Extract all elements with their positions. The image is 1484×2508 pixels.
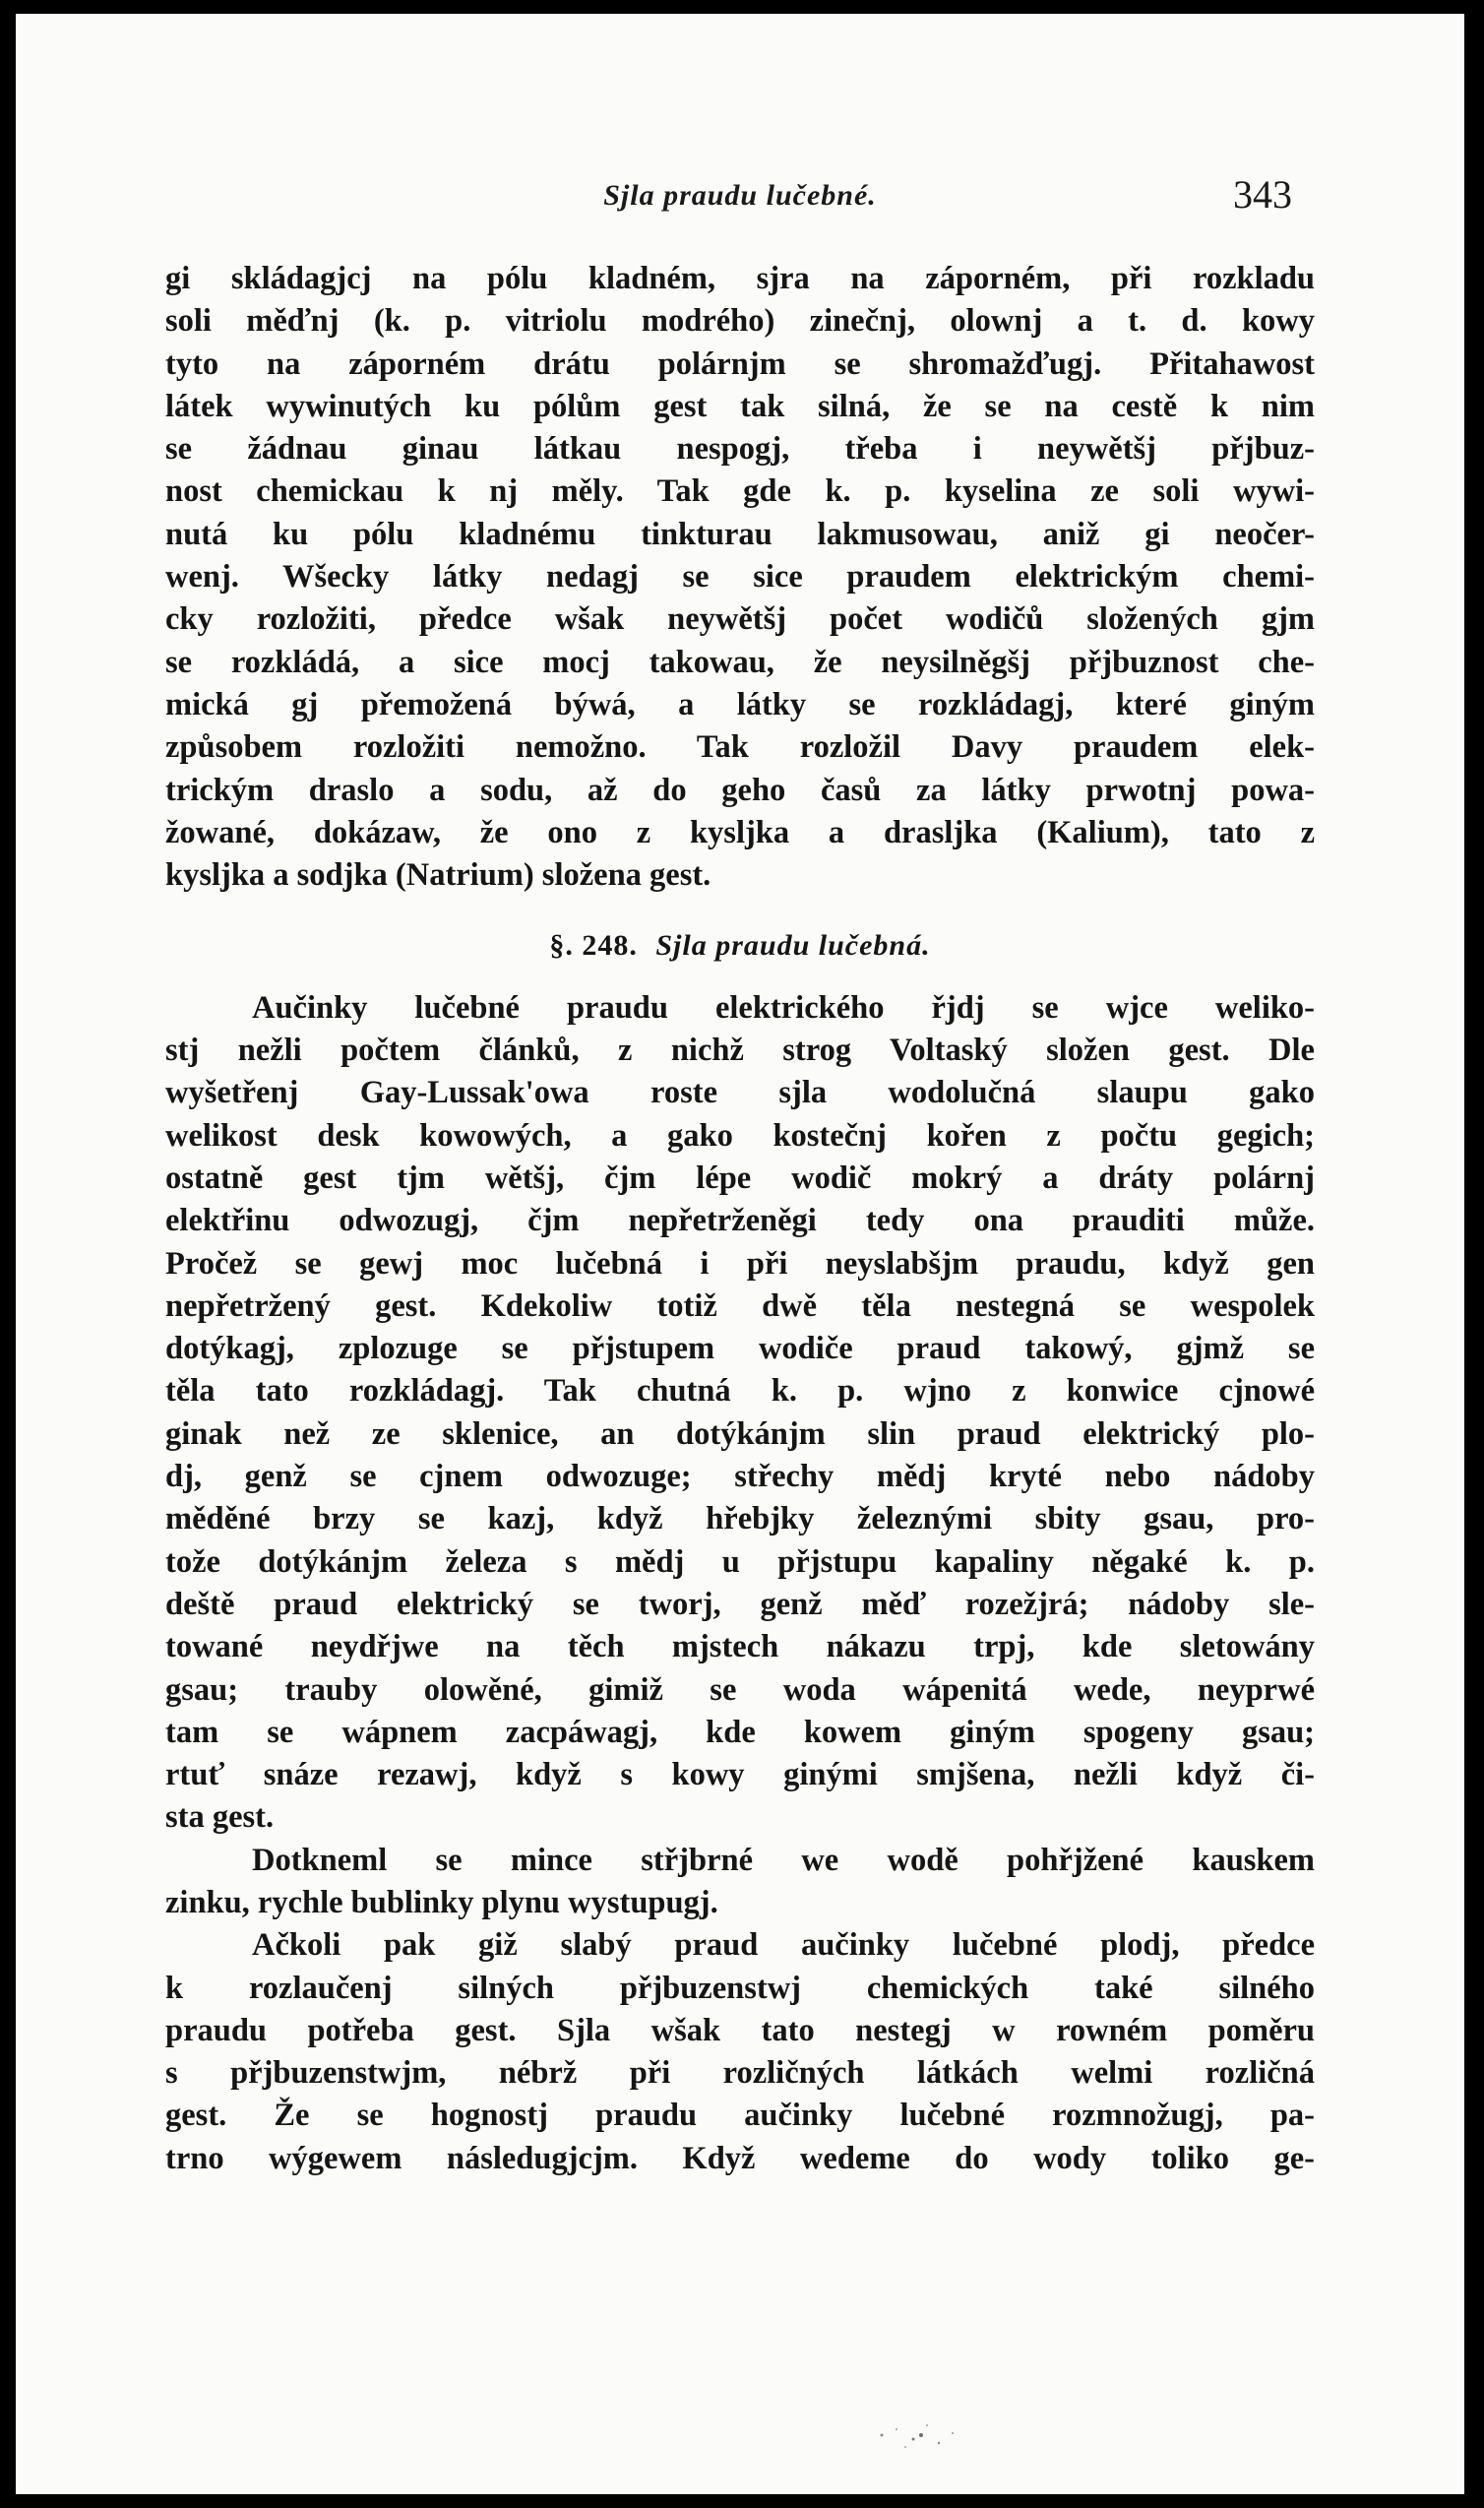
text-line: se žádnau ginau látkau nespogj, třeba i neywětšj přjbuz- (165, 431, 1315, 468)
scan-border (1464, 0, 1484, 2508)
text-line: Dotkneml se mince střjbrné we wodě pohřjžené kauskem (252, 1842, 1315, 1878)
text-line: soli měďnj (k. p. vitriolu modrého) zinečnj, olownj a t. d. kowy (165, 303, 1315, 340)
text-line: towané neydřjwe na těch mjstech nákazu trpj, kde sletowány (165, 1629, 1315, 1665)
text-line: měděné brzy se kazj, když hřebjky železnými sbity gsau, pro- (165, 1501, 1315, 1537)
scan-noise (862, 2415, 980, 2455)
text-line: nutá ku pólu kladnému tinkturau lakmusowau, aniž gi neočer- (165, 516, 1315, 552)
paragraph (165, 987, 1315, 1840)
paragraph (165, 1840, 1315, 1925)
book-page (16, 14, 1464, 2494)
text-line: praudu potřeba gest. Sjla wšak tato nestegj w rowném poměru (165, 2012, 1315, 2048)
text-line: Pročež se gewj moc lučebná i při neyslabšjm praudu, když gen (165, 1245, 1315, 1282)
text-line: cky rozložiti, předce wšak neywětšj počet wodičů složených gjm (165, 601, 1315, 638)
text-line: těla tato rozkládagj. Tak chutná k. p. wjno z konwice cjnowé (165, 1373, 1315, 1410)
text-line: gsau; trauby olowěné, gimiž se woda wápenitá wede, neyprwé (165, 1671, 1315, 1708)
text-line: gi skládagjcj na pólu kladném, sjra na záporném, při rozkladu (165, 261, 1315, 296)
text-line: tam se wápnem zacpáwagj, kde kowem giným spogeny gsau; (165, 1714, 1315, 1750)
text-line: elektřinu odwozugj, čjm nepřetrženěgi tedy ona prauditi může. (165, 1203, 1315, 1239)
text-line: ginak než ze sklenice, an dotýkánjm slin praud elektrický plo- (165, 1415, 1315, 1452)
text-line: žowané, dokázaw, že ono z kysljka a drasljka (Kalium), tato z (165, 814, 1315, 850)
text-line: wenj. Wšecky látky nedagj se sice praudem elektrickým chemi- (165, 559, 1315, 596)
text-line: deště praud elektrický se tworj, genž měď rozežjrá; nádoby sle- (165, 1586, 1315, 1622)
text-line: tyto na záporném drátu polárnjm se shromažďugj. Přitahawost (165, 345, 1315, 382)
text-line: způsobem rozložiti nemožno. Tak rozložil Davy praudem elek- (165, 729, 1315, 766)
text-line: Aučinky lučebné praudu elektrického řjdj se wjce weliko- (252, 989, 1315, 1026)
text-line: dj, genž se cjnem odwozuge; střechy mědj kryté nebo nádoby (165, 1459, 1315, 1495)
text-line: kysljka a sodjka (Natrium) složena gest. (165, 857, 711, 894)
text-line: gest. Že se hognostj praudu aučinky lučebné rozmnožugj, pa- (165, 2098, 1315, 2134)
text-line: nepřetržený gest. Kdekoliw totiž dwě těla nestegná se wespolek (165, 1287, 1315, 1324)
text-line: nost chemickau k nj měly. Tak gde k. p. kyselina ze soli wywi- (165, 473, 1315, 510)
text-line: dotýkagj, zplozuge se přjstupem wodiče praud takowý, gjmž se (165, 1331, 1315, 1367)
page-number: 343 (1233, 172, 1292, 217)
text-line: welikost desk kowowých, a gako kostečnj kořen z počtu gegich; (165, 1117, 1315, 1154)
text-line: tože dotýkánjm železa s mědj u přjstupu kapaliny něgaké k. p. (165, 1543, 1315, 1580)
paragraph (165, 258, 1315, 897)
body-text (165, 258, 1315, 2180)
page-header (16, 171, 1464, 230)
section-number: §. 248. (549, 929, 638, 963)
text-line: látek wywinutých ku pólům gest tak silná, že se na cestě k nim (165, 388, 1315, 424)
text-line: trickým draslo a sodu, až do geho časů za látky prwotnj powa- (165, 772, 1315, 808)
text-line: wyšetřenj Gay-Lussak'owa roste sjla wodolučná slaupu gako (165, 1075, 1315, 1111)
paragraph (165, 1924, 1315, 2180)
text-line: s přjbuzenstwjm, nébrž při rozličných látkách welmi rozličná (165, 2055, 1315, 2092)
text-line: trno wýgewem následugjcjm. Když wedeme do wody toliko ge- (165, 2140, 1315, 2176)
text-line: rtuť snáze rezawj, když s kowy ginými smjšena, nežli když či- (165, 1757, 1315, 1793)
text-line: ostatně gest tjm wětšj, čjm lépe wodič mokrý a dráty polárnj (165, 1160, 1315, 1196)
text-line: k rozlaučenj silných přjbuzenstwj chemických také silného (165, 1970, 1315, 2006)
text-line: stj nežli počtem článků, z nichž strog Voltaský složen gest. Dle (165, 1033, 1315, 1069)
section-heading (165, 924, 1315, 967)
running-head: Sjla praudu lučebné. (603, 179, 877, 212)
text-line: sta gest. (165, 1799, 275, 1836)
text-line: se rozkládá, a sice mocj takowau, že neysilněgšj přjbuznost che- (165, 644, 1315, 680)
text-line: mická gj přemožená býwá, a látky se rozkládagj, které giným (165, 686, 1315, 722)
text-line: zinku, rychle bublinky plynu wystupugj. (165, 1884, 718, 1920)
section-title: Sjla praudu lučebná. (655, 929, 931, 963)
text-line: Ačkoli pak giž slabý praud aučinky lučebné plodj, předce (252, 1927, 1315, 1964)
